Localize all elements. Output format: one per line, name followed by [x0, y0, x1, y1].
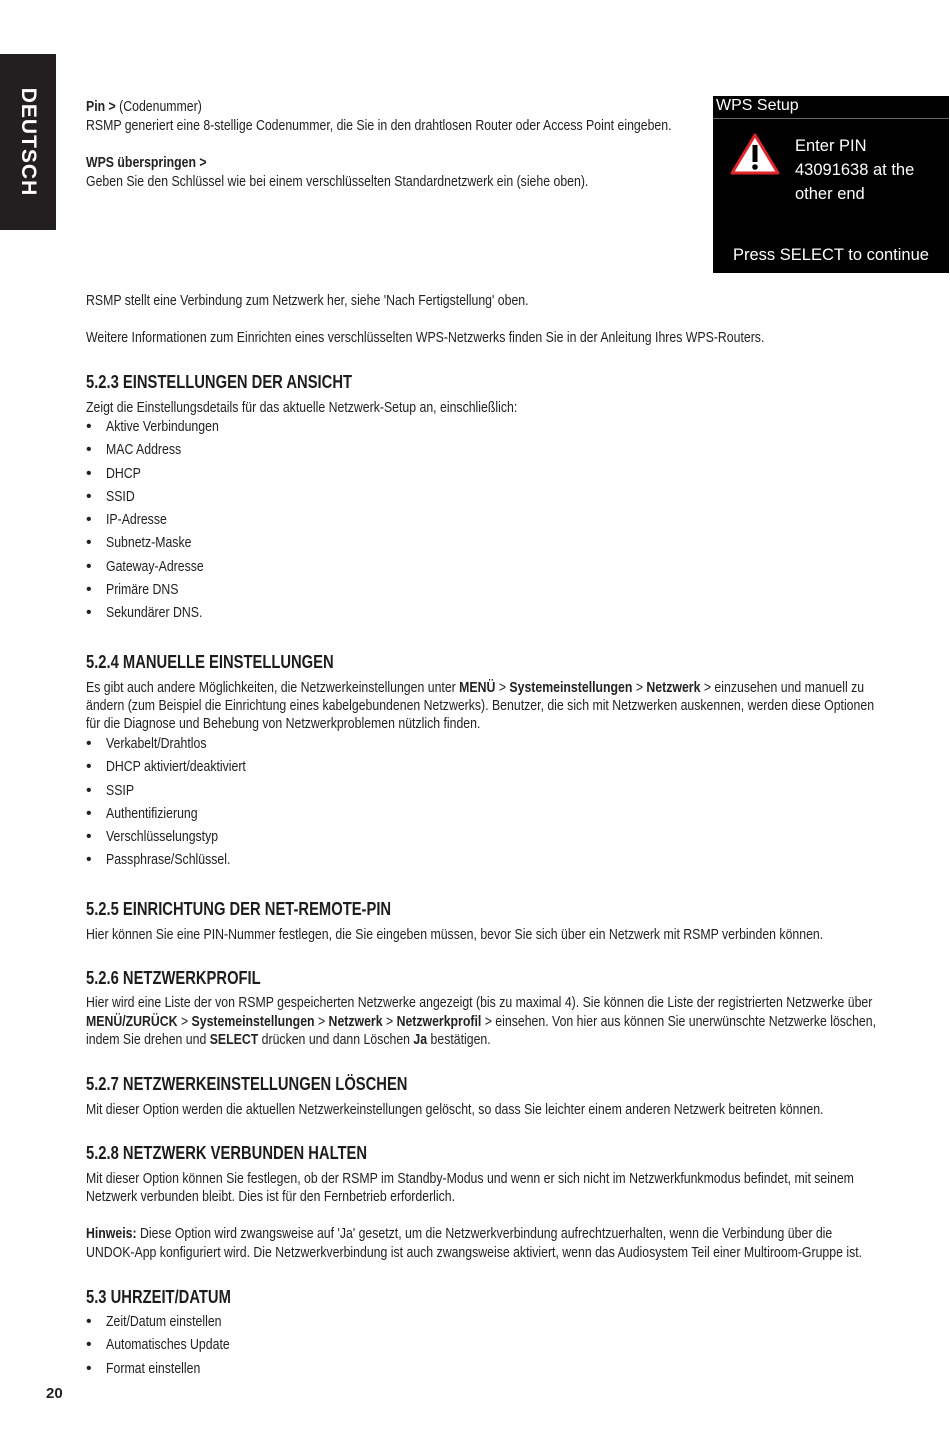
list-item: • DHCP — [86, 465, 237, 488]
list-item: • Verschlüsselungstyp — [86, 828, 269, 851]
heading-5-2-8: 5.2.8 NETZWERK VERBUNDEN HALTEN — [86, 1143, 368, 1163]
s526-line-1: Hier wird eine Liste der von RSMP gespeicherten Netzwerke angezeigt (bis zu maximal 4). Sie können die Liste der registrierten Netzwerke über — [86, 995, 873, 1011]
pin-line — [86, 98, 202, 117]
wps-message-line: other end — [795, 185, 865, 203]
connect-text: RSMP stellt eine Verbindung zum Netzwerk her, siehe 'Nach Fertigstellung' oben. — [86, 293, 529, 309]
s528-note-line-2: UNDOK-App konfiguriert wird. Die Netzwerkverbindung ist auch zwangsweise aktiviert, wenn das Audiosystem Teil einer Multiroom-Gruppe ist. — [86, 1245, 863, 1261]
heading-5-2-3: 5.2.3 EINSTELLUNGEN DER ANSICHT — [86, 372, 353, 392]
s527-text: Mit dieser Option werden die aktuellen Netzwerkeinstellungen gelöscht, so dass Sie leichter einem anderen Netzwerk beitreten können. — [86, 1102, 824, 1118]
s524-line-3: für die Diagnose und Behebung von Netzwerkproblemen nützlich finden. — [86, 716, 481, 732]
list-item: • SSID — [86, 488, 237, 511]
s523-list — [86, 418, 237, 628]
list-item: • Sekundärer DNS. — [86, 604, 237, 627]
page-number: 20 — [46, 1385, 63, 1402]
s525-text: Hier können Sie eine PIN-Nummer festlegen, die Sie eingeben müssen, bevor Sie sich über ein Netzwerk mit RSMP verbinden können. — [86, 927, 824, 943]
list-item: • MAC Address — [86, 441, 237, 464]
s53-list — [86, 1313, 250, 1383]
heading-5-2-6: 5.2.6 NETZWERKPROFIL — [86, 968, 261, 988]
s524-line-1: Es gibt auch andere Möglichkeiten, die Netzwerkeinstellungen unter MENÜ > Systemeinstellungen > Netzwerk > einzusehen und manuell zu — [86, 680, 865, 696]
list-item: • Verkabelt/Drahtlos — [86, 735, 269, 758]
wps-setup-screen — [713, 96, 949, 273]
s528-line-2: Netzwerk verbunden bleibt. Dies ist für den Fernbetrieb erforderlich. — [86, 1189, 456, 1205]
list-item: • Passphrase/Schlüssel. — [86, 851, 269, 874]
list-item: • SSIP — [86, 782, 269, 805]
list-item: • Primäre DNS — [86, 581, 237, 604]
list-item: • IP-Adresse — [86, 511, 237, 534]
s528-note-line-1: Hinweis: Diese Option wird zwangsweise auf 'Ja' gesetzt, um die Netzwerkverbindung aufrechtzuerhalten, wenn die Verbindung über die — [86, 1226, 833, 1242]
pin-label: Pin > — [86, 99, 116, 115]
wps-footer-hint: Press SELECT to continue — [733, 246, 929, 264]
list-item: • DHCP aktiviert/deaktiviert — [86, 758, 269, 781]
list-item: • Subnetz-Maske — [86, 534, 237, 557]
skip-wps-label: WPS überspringen > — [86, 155, 207, 171]
heading-5-2-7: 5.2.7 NETZWERKEINSTELLUNGEN LÖSCHEN — [86, 1074, 408, 1094]
wps-message — [795, 134, 914, 206]
skip-wps-description: Geben Sie den Schlüssel wie bei einem verschlüsselten Standardnetzwerk ein (siehe oben). — [86, 174, 589, 190]
list-item: • Gateway-Adresse — [86, 558, 237, 581]
s524-list — [86, 735, 269, 875]
list-item: • Format einstellen — [86, 1360, 250, 1383]
heading-5-2-5: 5.2.5 EINRICHTUNG DER NET-REMOTE-PIN — [86, 899, 392, 919]
pin-description: RSMP generiert eine 8-stellige Codenummer, die Sie in den drahtlosen Router oder Access Point eingeben. — [86, 118, 672, 134]
wps-screen-title: WPS Setup — [716, 97, 799, 114]
s526-line-3: indem Sie drehen und SELECT drücken und dann Löschen Ja bestätigen. — [86, 1032, 491, 1048]
list-item: • Authentifizierung — [86, 805, 269, 828]
more-info-text: Weitere Informationen zum Einrichten eines verschlüsselten WPS-Netzwerks finden Sie in der Anleitung Ihres WPS-Routers. — [86, 330, 765, 346]
s523-intro: Zeigt die Einstellungsdetails für das aktuelle Netzwerk-Setup an, einschließlich: — [86, 400, 518, 416]
list-item: • Automatisches Update — [86, 1336, 250, 1359]
language-label: DEUTSCH — [17, 87, 40, 197]
s526-line-2: MENÜ/ZURÜCK > Systemeinstellungen > Netzwerk > Netzwerkprofil > einsehen. Von hier aus können Sie unerwünschte Netzwerke löschen, — [86, 1014, 877, 1030]
wps-message-line: 43091638 at the — [795, 161, 915, 179]
s524-line-2: ändern (zum Beispiel die Einrichtung eines kabelgebundenen Netzwerks). Benutzer, die sich mit Netzwerken auskennen, werden diese Optionen — [86, 698, 875, 714]
language-side-tab — [0, 54, 56, 230]
list-item: • Aktive Verbindungen — [86, 418, 237, 441]
wps-title-divider — [713, 118, 949, 119]
heading-5-2-4: 5.2.4 MANUELLE EINSTELLUNGEN — [86, 652, 334, 672]
warning-icon — [730, 132, 780, 176]
heading-5-3: 5.3 UHRZEIT/DATUM — [86, 1287, 231, 1307]
s528-line-1: Mit dieser Option können Sie festlegen, ob der RSMP im Standby-Modus und wenn er sich nicht im Netzwerkfunkmodus befindet, mit seinem — [86, 1171, 854, 1187]
list-item: • Zeit/Datum einstellen — [86, 1313, 250, 1336]
wps-message-line: Enter PIN — [795, 137, 867, 155]
pin-label-suffix: (Codenummer) — [115, 99, 202, 115]
